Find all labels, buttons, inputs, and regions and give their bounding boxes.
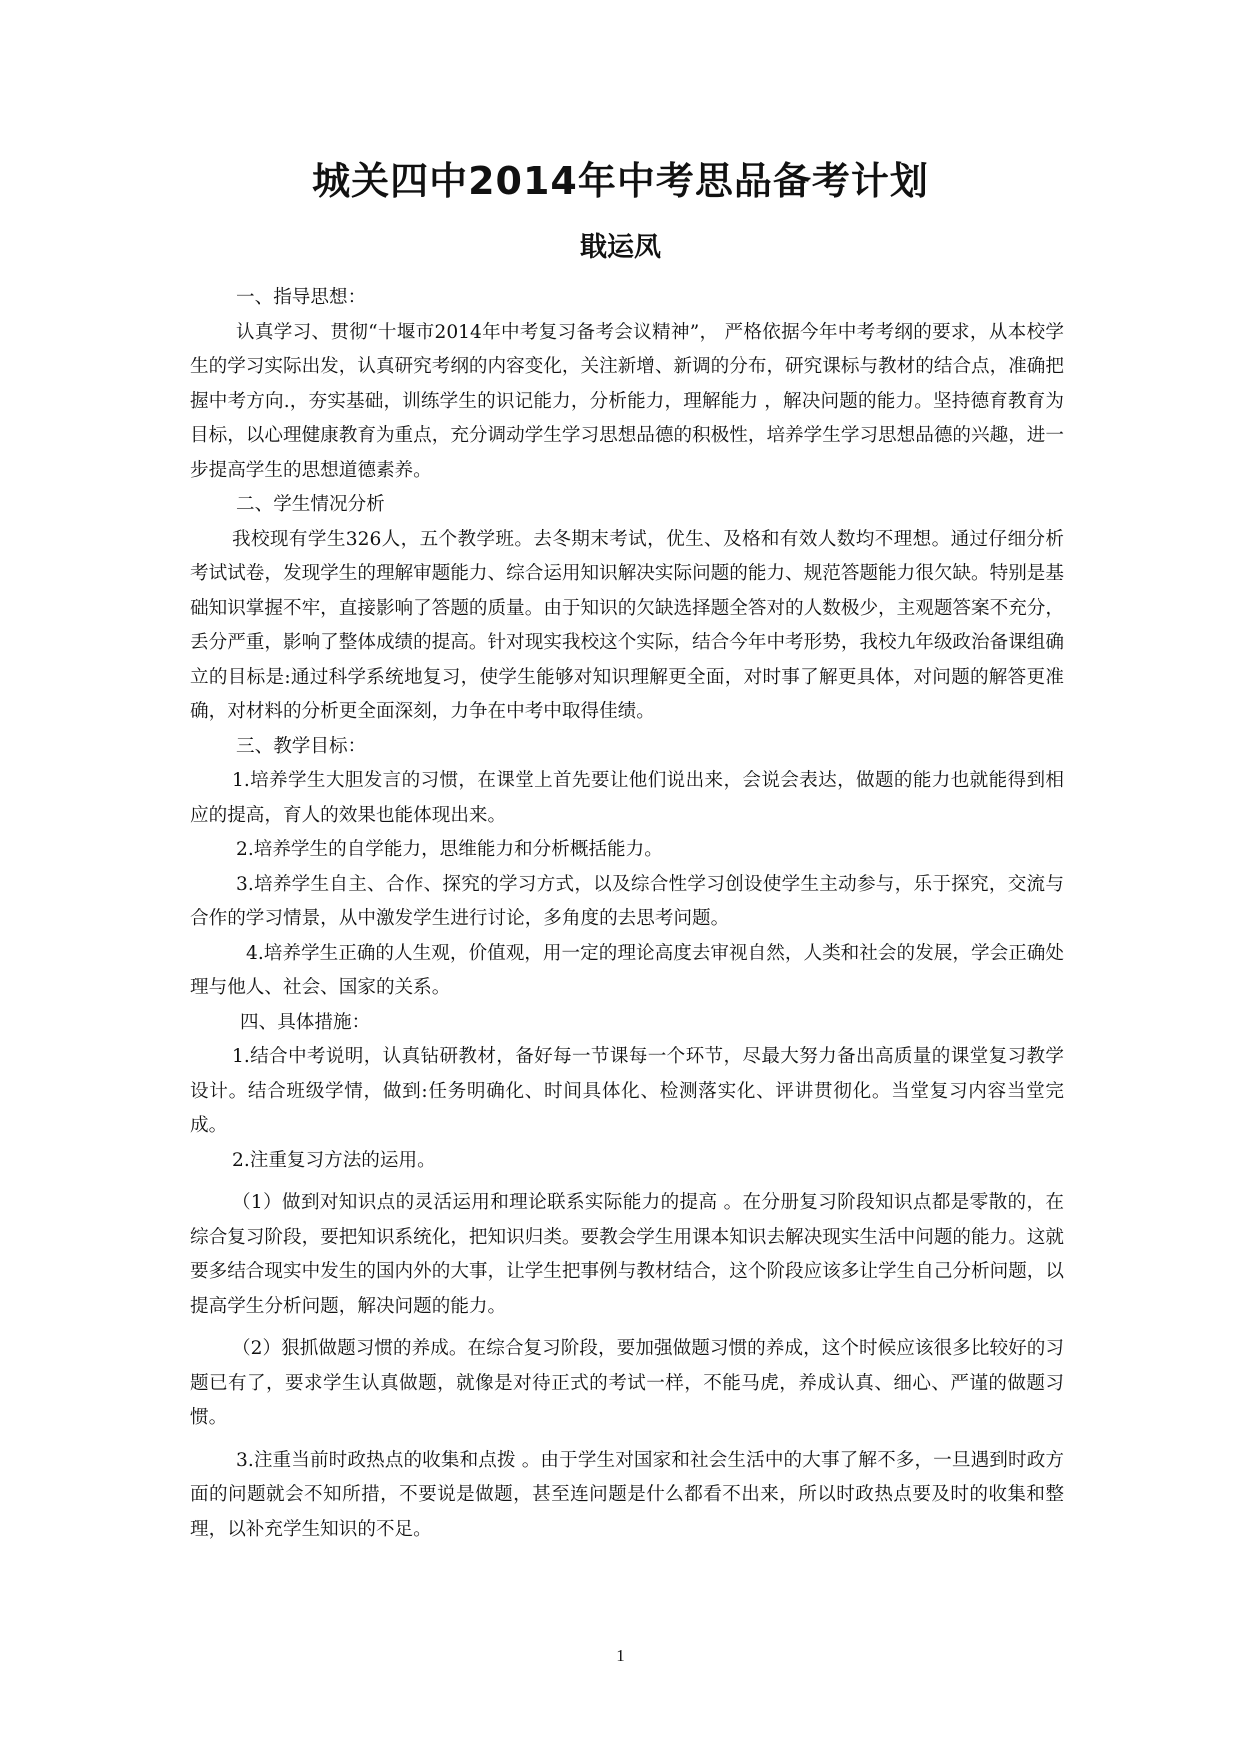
measure-subitem-2: （2）狠抓做题习惯的养成。在综合复习阶段，要加强做题习惯的养成，这个时候应该很多比较好的习题已有了，要求学生认真做题，就像是对待正式的考试一样，不能马虎，养成认真、细心、严谨的做题习惯。: [190, 1338, 1064, 1428]
measure-item-1: 1.结合中考说明，认真钻研教材，备好每一节课每一个环节，尽最大努力备出高质量的课堂复习教学设计。结合班级学情，做到:任务明确化、时间具体化、检测落实化、评讲贯彻化。当堂复习内容当堂完成。: [190, 1046, 1064, 1136]
section-heading-student-analysis: 二、学生情况分析: [236, 494, 385, 515]
paragraph-student-analysis: 我校现有学生326人，五个教学班。去冬期末考试，优生、及格和有效人数均不理想。通过仔细分析考试试卷，发现学生的理解审题能力、综合运用知识解决实际问题的能力、规范答题能力很欠缺。特别是基础知识掌握不牢，直接影响了答题的质量。由于知识的欠缺选择题全答对的人数极少，主观题答案不充分，丢分严重，影响了整体成绩的提高。针对现实我校这个实际，结合今年中考形势，我校九年级政治备课组确立的目标是:通过科学系统地复习，使学生能够对知识理解更全面，对时事了解更具体，对问题的解答更准确，对材料的分析更全面深刻，力争在中考中取得佳绩。: [190, 528, 1064, 722]
goal-item-1: 1.培养学生大胆发言的习惯，在课堂上首先要让他们说出来，会说会表达，做题的能力也就能得到相应的提高，育人的效果也能体现出来。: [190, 770, 1064, 826]
measure-subitem-1: （1）做到对知识点的灵活运用和理论联系实际能力的提高 。在分册复习阶段知识点都是零散的，在综合复习阶段，要把知识系统化，把知识归类。要教会学生用课本知识去解决现实生活中问题的能力。这就要多结合现实中发生的国内外的大事，让学生把事例与教材结合，这个阶段应该多让学生自己分析问题，以提高学生分析问题，解决问题的能力。: [190, 1192, 1064, 1317]
section-heading-teaching-goals: 三、教学目标：: [236, 735, 367, 757]
section-heading-guiding-thought: 一、指导思想：: [236, 287, 367, 308]
measure-item-2: 2.注重复习方法的运用。: [232, 1149, 436, 1171]
document-body: [190, 281, 1064, 1547]
goal-item-3: 3.培养学生自主、合作、探究的学习方式，以及综合性学习创设使学生主动参与，乐于探究，交流与合作的学习情景，从中激发学生进行讨论，多角度的去思考问题。: [190, 873, 1064, 929]
goal-item-4: 4.培养学生正确的人生观，价值观，用一定的理论高度去审视自然，人类和社会的发展，学会正确处理与他人、社会、国家的关系。: [190, 942, 1064, 998]
document-title: 城关四中2014年中考思品备考计划: [312, 159, 929, 203]
page-number: 1: [616, 1646, 625, 1665]
paragraph-guiding-thought: 认真学习、贯彻“十堰市2014年中考复习备考会议精神”， 严格依据今年中考考纲的要求，从本校学生的学习实际出发，认真研究考纲的内容变化，关注新增、新调的分布，研究课标与教材的结合点，准确把握中考方向.，夯实基础，训练学生的识记能力，分析能力，理解能力 ，解决问题的能力。坚持德育教育为目标，以心理健康教育为重点，充分调动学生学习思想品德的积极性，培养学生学习思想品德的兴趣，进一步提高学生的思想道德素养。: [190, 321, 1064, 481]
author-name: 戢运凤: [580, 232, 661, 263]
section-heading-measures: 四、具体措施：: [240, 1011, 371, 1033]
goal-item-2: 2.培养学生的自学能力，思维能力和分析概括能力。: [236, 839, 663, 860]
measure-item-3: 3.注重当前时政热点的收集和点拨 。由于学生对国家和社会生活中的大事了解不多，一旦遇到时政方面的问题就会不知所措，不要说是做题，甚至连问题是什么都看不出来，所以时政热点要及时的收集和整理，以补充学生知识的不足。: [190, 1449, 1064, 1540]
